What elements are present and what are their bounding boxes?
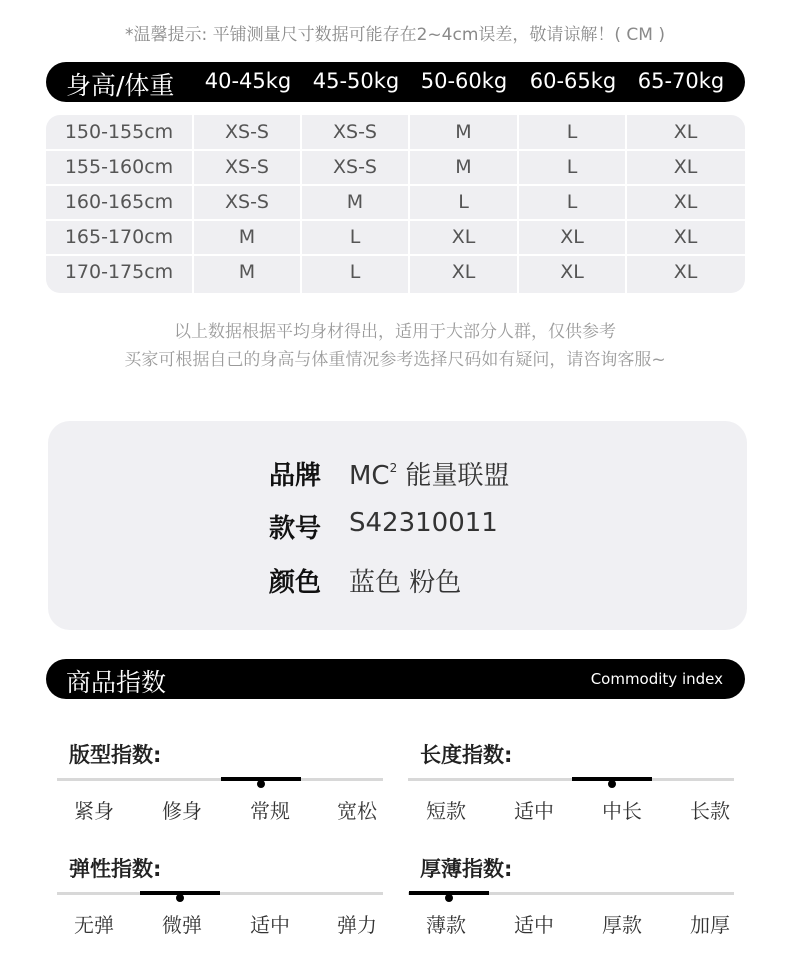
table-row [46,255,745,290]
index-track [57,778,383,781]
index-option: 厚款 [602,913,642,937]
size-cell: XL [560,261,584,283]
index-option: 短款 [426,799,466,823]
size-cell: L [349,226,361,248]
index-option: 修身 [162,799,202,823]
size-cell: L [349,261,361,283]
commodity-subtitle: Commodity index [590,670,723,688]
measurement-notice: *温馨提示: 平铺测量尺寸数据可能存在2~4cm误差，敬请谅解！( CM ) [124,25,666,45]
size-cell: M [238,226,256,248]
weight-header: 45-50kg [312,69,400,93]
size-cell: M [455,121,472,143]
size-cell: XL [451,261,476,283]
size-cell: M [455,156,472,178]
model-label: 款号 [269,514,322,544]
model-value: S42310011 [349,508,498,538]
table-row [46,220,745,255]
size-cell: XS-S [225,121,269,143]
index-option: 长款 [690,799,730,823]
size-cell: XL [673,156,698,178]
column-divider [625,115,627,293]
index-title: 厚薄指数: [420,857,513,881]
index-track [408,778,734,781]
fit-index [57,739,383,823]
table-row [46,185,745,220]
height-weight-label: 身高/体重 [66,71,175,100]
color-value: 蓝色 粉色 [349,568,462,598]
index-option: 适中 [250,913,290,937]
height-cell: 165-170cm [64,226,174,248]
index-title: 版型指数: [69,743,162,767]
weight-header: 40-45kg [204,69,292,93]
index-track [57,892,383,895]
length-index [408,739,734,823]
thickness-index [408,853,734,937]
column-divider [192,115,194,293]
size-cell: XL [673,191,698,213]
size-cell: XL [673,121,698,143]
index-title: 弹性指数: [69,857,162,881]
size-table-header [46,62,745,102]
index-marker [176,894,184,902]
size-cell: XL [673,226,698,248]
height-cell: 160-165cm [64,191,174,213]
size-cell: XL [451,226,476,248]
brand-suffix: 能量联盟 [397,461,510,491]
brand-value [349,455,510,492]
size-cell: XL [560,226,584,248]
index-marker [257,780,265,788]
size-note-line-1: 以上数据根据平均身材得出，适用于大部分人群，仅供参考 [174,322,616,342]
row-divider [46,254,745,256]
row-divider [46,219,745,221]
index-title: 长度指数: [420,743,513,767]
column-divider [408,115,410,293]
size-cell: XS-S [333,121,377,143]
index-option: 宽松 [337,799,377,823]
index-option: 适中 [514,799,554,823]
elasticity-index [57,853,383,937]
size-cell: L [566,191,578,213]
index-option: 适中 [514,913,554,937]
brand-superscript: 2 [389,461,398,475]
commodity-index-header [46,659,745,699]
table-row [46,150,745,185]
column-divider [300,115,302,293]
weight-header: 50-60kg [420,69,508,93]
index-option: 加厚 [690,913,730,937]
brand-label: 品牌 [269,461,322,491]
index-option: 中长 [602,799,642,823]
index-option: 无弹 [74,913,114,937]
product-info-card [48,421,747,630]
index-option: 薄款 [426,913,466,937]
index-option: 微弹 [162,913,202,937]
row-divider [46,149,745,151]
size-cell: L [566,121,578,143]
height-cell: 155-160cm [64,156,174,178]
index-option: 常规 [250,799,290,823]
size-cell: L [458,191,469,213]
commodity-title: 商品指数 [66,668,167,697]
index-marker [445,894,453,902]
size-note-line-2: 买家可根据自己的身高与体重情况参考选择尺码如有疑问，请咨询客服~ [124,350,666,370]
weight-header: 65-70kg [637,69,725,93]
size-table [46,115,745,293]
size-cell: XS-S [225,156,269,178]
height-cell: 150-155cm [64,121,174,143]
size-cell: M [238,261,256,283]
index-option: 弹力 [337,913,377,937]
table-row [46,115,745,150]
size-cell: XL [673,261,698,283]
brand-prefix: MC [349,461,390,491]
size-cell: M [346,191,364,213]
size-cell: XS-S [333,156,377,178]
row-divider [46,184,745,186]
index-marker [608,780,616,788]
size-cell: L [566,156,578,178]
column-divider [517,115,519,293]
color-label: 颜色 [269,568,322,598]
height-cell: 170-175cm [64,261,174,283]
weight-header: 60-65kg [529,69,617,93]
index-option: 紧身 [74,799,114,823]
size-cell: XS-S [225,191,269,213]
